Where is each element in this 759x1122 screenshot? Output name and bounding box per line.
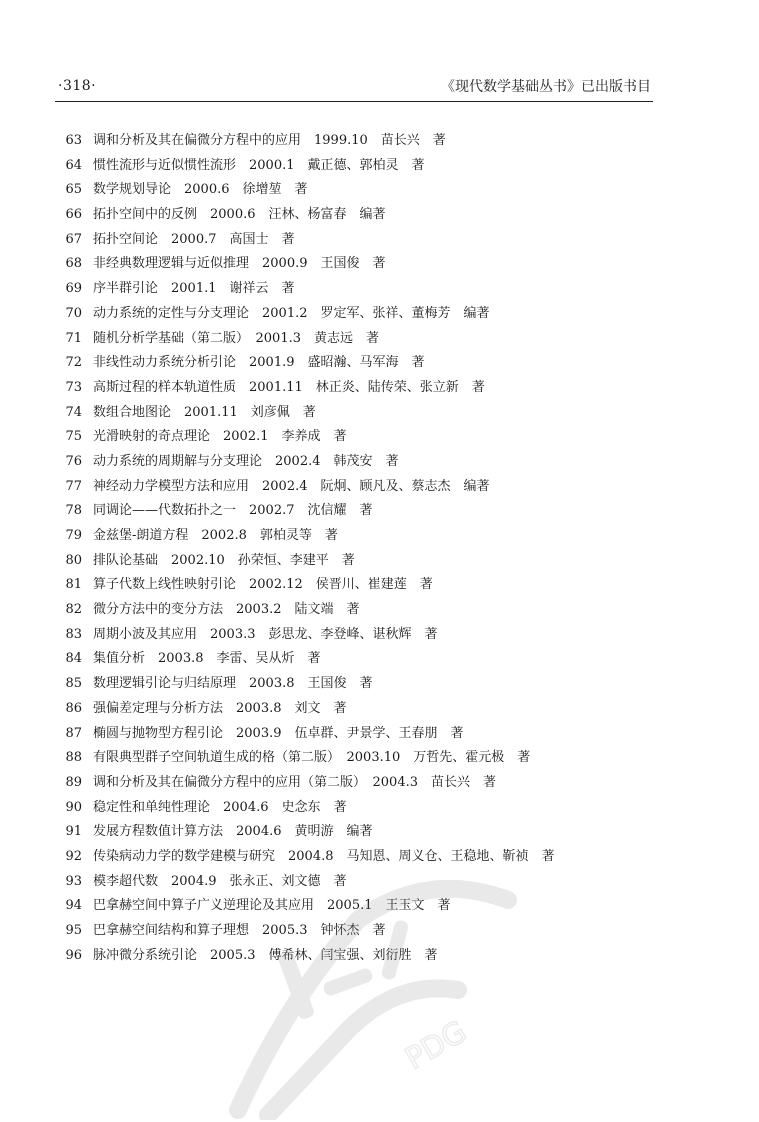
list-item — [0, 452, 759, 477]
entry-number: 96 — [65, 947, 82, 963]
entry-text: 数理逻辑引论与归结原理 2003.8 王国俊 著 — [93, 676, 373, 692]
entry-number: 82 — [65, 602, 82, 618]
page-number: ·318· — [58, 78, 97, 94]
list-item — [0, 822, 759, 847]
entry-text: 模李超代数 2004.9 张永正、刘文德 著 — [93, 873, 347, 889]
entry-text: 数组合地图论 2001.11 刘彦佩 著 — [93, 404, 316, 420]
entry-number: 91 — [65, 824, 82, 840]
list-item — [0, 649, 759, 674]
list-item — [0, 600, 759, 625]
entry-number: 73 — [65, 379, 82, 395]
list-item — [0, 329, 759, 354]
list-item — [0, 501, 759, 526]
entry-text: 强偏差定理与分析方法 2003.8 刘文 著 — [93, 700, 347, 716]
entry-number: 77 — [65, 478, 82, 494]
svg-text:PDG: PDG — [399, 1014, 473, 1077]
entry-text: 神经动力学模型方法和应用 2002.4 阮炯、顾凡及、蔡志杰 编著 — [93, 478, 490, 494]
entry-number: 83 — [65, 626, 82, 642]
entry-text: 巴拿赫空间中算子广义逆理论及其应用 2005.1 王玉文 著 — [93, 898, 451, 914]
list-item — [0, 131, 759, 156]
list-item — [0, 180, 759, 205]
entry-number: 89 — [65, 774, 82, 790]
list-item — [0, 773, 759, 798]
entry-number: 84 — [65, 651, 82, 667]
seal-watermark-icon — [228, 880, 528, 1120]
entry-number: 95 — [65, 923, 82, 938]
list-item — [0, 526, 759, 551]
list-item — [0, 724, 759, 749]
entry-number: 87 — [65, 725, 82, 741]
entry-text: 传染病动力学的数学建模与研究 2004.8 马知恩、周义仓、王稳地、靳祯 著 — [93, 848, 555, 864]
entry-number: 75 — [65, 429, 82, 445]
entry-text: 集值分析 2003.8 李雷、吴从炘 著 — [93, 651, 321, 667]
header-rule — [55, 101, 653, 102]
entry-number: 70 — [65, 305, 82, 321]
entry-number: 72 — [65, 355, 82, 371]
entry-text: 发展方程数值计算方法 2004.6 黄明游 编著 — [93, 824, 373, 840]
entry-number: 85 — [65, 676, 82, 692]
entry-number: 86 — [65, 700, 82, 716]
list-item — [0, 156, 759, 181]
list-item — [0, 427, 759, 452]
entry-text: 非线性动力系统分析引论 2001.9 盛昭瀚、马军海 著 — [93, 355, 425, 371]
list-item — [0, 847, 759, 872]
list-item — [0, 230, 759, 255]
entry-text: 巴拿赫空间结构和算子理想 2005.3 钟怀杰 著 — [93, 923, 386, 938]
list-item — [0, 625, 759, 650]
entry-text: 椭圆与抛物型方程引论 2003.9 伍卓群、尹景学、王春朋 著 — [93, 725, 464, 741]
list-item — [0, 575, 759, 600]
entry-number: 93 — [65, 873, 82, 889]
entry-number: 78 — [65, 503, 82, 519]
entry-number: 74 — [65, 404, 82, 420]
entry-text: 拓扑空间论 2000.7 高国士 著 — [93, 231, 295, 247]
entry-text: 调和分析及其在偏微分方程中的应用 1999.10 苗长兴 著 — [93, 133, 446, 148]
list-item — [0, 748, 759, 773]
page-header — [0, 0, 759, 100]
entry-number: 92 — [65, 848, 82, 864]
list-item — [0, 551, 759, 576]
entry-text: 惯性流形与近似惯性流形 2000.1 戴正德、郭柏灵 著 — [93, 157, 425, 173]
list-item — [0, 254, 759, 279]
entry-text: 光滑映射的奇点理论 2002.1 李养成 著 — [93, 429, 347, 445]
running-title: 《现代数学基础丛书》已出版书目 — [441, 79, 651, 95]
entry-text: 微分方法中的变分方法 2003.2 陆文端 著 — [93, 602, 360, 618]
list-item — [0, 304, 759, 329]
book-list — [0, 131, 759, 970]
entry-text: 动力系统的周期解与分支理论 2002.4 韩茂安 著 — [93, 453, 399, 469]
entry-text: 算子代数上线性映射引论 2002.12 侯晋川、崔建莲 著 — [93, 577, 433, 593]
entry-number: 71 — [65, 330, 82, 346]
entry-number: 65 — [65, 182, 82, 198]
entry-text: 序半群引论 2001.1 谢祥云 著 — [93, 281, 295, 297]
list-item — [0, 477, 759, 502]
entry-text: 周期小波及其应用 2003.3 彭思龙、李登峰、谌秋辉 著 — [93, 626, 438, 642]
entry-text: 高斯过程的样本轨道性质 2001.11 林正炎、陆传荣、张立新 著 — [93, 379, 485, 395]
list-item — [0, 699, 759, 724]
entry-number: 80 — [65, 552, 82, 568]
list-item — [0, 378, 759, 403]
entry-number: 81 — [65, 577, 82, 593]
entry-number: 90 — [65, 799, 82, 815]
list-item — [0, 353, 759, 378]
entry-text: 动力系统的定性与分支理论 2001.2 罗定军、张祥、董梅芳 编著 — [93, 305, 490, 321]
entry-text: 拓扑空间中的反例 2000.6 汪林、杨富春 编著 — [93, 207, 386, 223]
list-item — [0, 279, 759, 304]
list-item — [0, 403, 759, 428]
entry-text: 同调论——代数拓扑之一 2002.7 沈信耀 著 — [93, 503, 373, 519]
entry-text: 数学规划导论 2000.6 徐增堃 著 — [93, 182, 308, 198]
entry-number: 63 — [65, 133, 82, 148]
entry-number: 66 — [65, 207, 82, 223]
entry-text: 金兹堡-朗道方程 2002.8 郭柏灵等 著 — [93, 528, 338, 543]
scan-edge — [755, 0, 759, 1122]
list-item — [0, 205, 759, 230]
list-item — [0, 798, 759, 823]
entry-text: 有限典型群子空间轨道生成的格（第二版） 2003.10 万哲先、霍元极 著 — [93, 750, 531, 766]
entry-number: 68 — [65, 256, 82, 272]
list-item — [0, 674, 759, 699]
entry-number: 67 — [65, 231, 82, 247]
entry-text: 稳定性和单纯性理论 2004.6 史念东 著 — [93, 799, 347, 815]
entry-number: 94 — [65, 898, 82, 914]
entry-text: 随机分析学基础（第二版） 2001.3 黄志远 著 — [93, 330, 379, 346]
entry-number: 69 — [65, 281, 82, 297]
entry-text: 脉冲微分系统引论 2005.3 傅希林、闫宝强、刘衍胜 著 — [93, 947, 438, 963]
entry-number: 76 — [65, 453, 82, 469]
entry-number: 88 — [65, 750, 82, 766]
entry-text: 排队论基础 2002.10 孙荣恒、李建平 著 — [93, 552, 355, 568]
entry-text: 调和分析及其在偏微分方程中的应用（第二版） 2004.3 苗长兴 著 — [93, 774, 496, 790]
entry-number: 64 — [65, 157, 82, 173]
entry-number: 79 — [65, 528, 82, 543]
entry-text: 非经典数理逻辑与近似推理 2000.9 王国俊 著 — [93, 256, 386, 272]
